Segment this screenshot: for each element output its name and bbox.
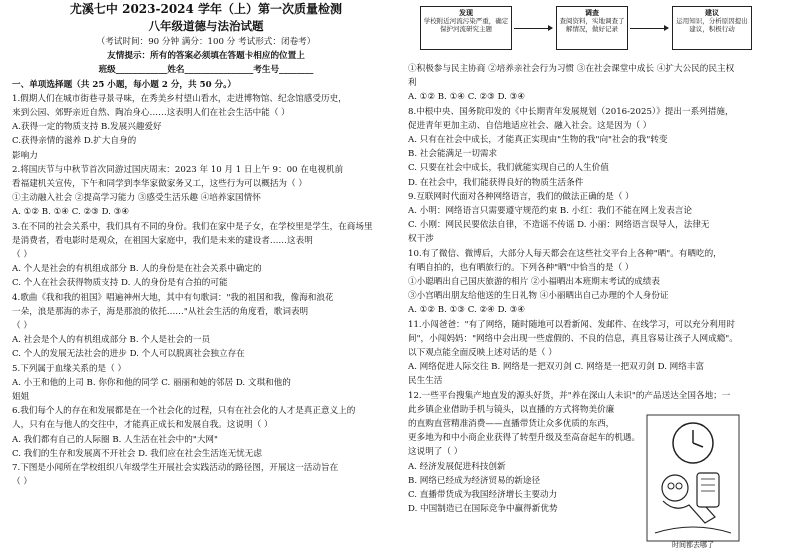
question-line: （ ）	[12, 321, 32, 332]
question-line: 影响力	[12, 150, 38, 161]
question-line: A. ①② B. ①④ C. ②③ D. ③④	[12, 207, 130, 218]
question-line: A. 经济发展促进科技创新	[408, 461, 506, 472]
question-line: 看福建机关宣传，下午和同学到李华家做家务又工，这些行为可以概括为（ ）	[12, 179, 307, 190]
question-line: 4.歌曲《我和我的祖国》唱遍神州大地，其中有句歌词："我的祖国和我，像海和浪花	[12, 292, 334, 303]
question-line: 11.小闯爸爸："有了网络，随时随地可以看新闻、发邮件、在线学习，可以充分利用时	[408, 319, 735, 330]
question-line: 权干涉	[408, 234, 434, 245]
question-line: A. 只有在社会中成长，才能真正实现由"生物的我"向"社会的我"转变	[408, 135, 668, 146]
question-line: 促进青年更加主动、自信地适应社会、融入社会。这是因为（ ）	[408, 120, 652, 131]
question-line: 间"，小闯妈妈："网络中会出现一些虚假的、不良的信息，真且容易让孩子人网成瘾"。	[408, 333, 738, 344]
question-line: 这说明了（ ）	[408, 447, 463, 458]
exam-title: 尤溪七中 2023-2024 学年（上）第一次质量检测	[69, 2, 343, 16]
question-line: 5.下列属于血缘关系的是（ ）	[12, 363, 127, 374]
question-line: A. 网络促进人际交往 B. 网络是一把双刃剑 C. 网络是一把双刃剑 D. 网络丰富	[408, 362, 705, 373]
question-line: A. ①② B. ①③ C. ②④ D. ③④	[408, 305, 526, 316]
question-line: （ ）	[12, 250, 32, 261]
question-line: C. 只要在社会中成长，我们就能实现自己的人生价值	[408, 163, 609, 174]
question-line: A. ①② B. ①④ C. ②③ D. ③④	[408, 92, 526, 103]
question-line: ①积极参与民主协商 ②培养亲社会行为习惯 ③在社会课堂中成长 ④扩大公民的民主权	[408, 64, 735, 74]
question-line: ①小聪晒出自己国庆旅游的相片 ②小福晒出本班期末考试的成绩表	[408, 277, 660, 288]
question-line: C. 我们的生存和发展离不开社会 D. 我们应在社会生活连无忧无虑	[12, 448, 262, 459]
flow-arrow-icon	[514, 28, 552, 29]
question-line: 2.将国庆节与中秋节首次同游过国庆周末：2023 年 10 月 1 日上午 9：00 在电视机前	[12, 164, 344, 175]
question-line: D. 在社会中，我们能获得良好的物质生活条件	[408, 177, 584, 188]
practice-flowchart	[408, 4, 786, 62]
question-line: 人，只有在与他人的交往中，才能真正成长和发展自我。这说明（ ）	[12, 420, 273, 431]
exam-subtitle: 八年级道德与法治试题	[148, 19, 264, 33]
exam-tip: 友情提示：所有的答案必须填在答题卡相应的位置上	[107, 51, 305, 62]
question-line: B. 网络已经成为经济贸易的新途径	[408, 475, 541, 486]
left-question-lines	[12, 92, 400, 490]
question-line: C.获得亲情的滋养 D.扩大自身的	[12, 136, 137, 147]
question-line: ③小宫晒出朋友给他送的生日礼物 ④小丽晒出自己办理的个人身份证	[408, 291, 669, 302]
left-column	[12, 0, 400, 490]
flow-arrow-icon	[630, 28, 668, 29]
flow-box-head: 调查	[585, 8, 599, 17]
question-line: C. 直播带货成为我国经济增长主要动力	[408, 490, 558, 501]
question-line: 是消费者，看电影时是观众，在祖国大家庭中，我们是未来的建设者……这表明	[12, 235, 313, 246]
question-line: 来到公园、郊野亲近自然、陶冶身心……这表明人们在社会生活中能（ ）	[12, 108, 290, 119]
flow-box-body: 运用知识，分析原因提出建议，积极行动	[676, 17, 748, 33]
question-line: 9.互联网时代面对各种网络语言，我们的做法正确的是（ ）	[408, 191, 634, 202]
question-line: B. 社会能满足一切需求	[408, 149, 498, 160]
question-line: A. 小明：网络语言只需要遵守规范约束 B. 小红：我们不能在网上发表言论	[408, 206, 692, 217]
question-line: A.获得一定的物质支持 B.发展兴趣爱好	[12, 122, 162, 133]
exam-info: （考试时间：90 分钟 满分：100 分 考试形式：闭卷考）	[96, 37, 316, 47]
flow-box-body: 学校附近河流污染严重，确定保护河流研究主题	[423, 17, 509, 33]
question-line: 8.中根中央、国务院印发的《中长期青年发展规划（2016-2025）》提出一系列措施，	[408, 106, 734, 117]
question-line: A. 我们都有自己的人际圈 B. 人生活在社会中的"大网"	[12, 434, 218, 445]
question-line: 6.我们每个人的存在和发展都是在一个社会化的过程，只有在社会化的人才是真正意义上的	[12, 406, 356, 417]
question-line: 7.下图是小闻所在学校组织八年级学生开展社会实践活动的路径图，开展这一活动旨在	[12, 463, 339, 474]
question-line: 12.一些平台搜集产地直发的源头好货，并"养在深山人未识"的产品送达全国各地；一	[408, 390, 731, 401]
flow-box-investigate	[556, 6, 628, 50]
question-line: （ ）	[12, 477, 32, 488]
flow-box-body: 查阅资料，实地调查了解情况，做好记录	[559, 17, 625, 33]
question-line: C. 个人在社会获得物质支持 D. 人的身份是有合拍的可能	[12, 278, 228, 289]
question-line: 3.在不同的社会关系中，我们具有不同的身份。我们在家中是子女，在学校里是学生，在商场里	[12, 221, 373, 232]
question-line: 1.假期人们在城市街巷寻景寻味，在秀美乡村望山看水，走进博物馆、纪念馆感受历史，	[12, 93, 347, 104]
student-fields: 班级____________姓名________________考生号________	[98, 65, 314, 76]
cartoon-caption: 时间都去哪了	[672, 541, 714, 549]
question-line: ①主动融入社会 ②提高学习能力 ③感受生活乐趣 ④培养家国情怀	[12, 193, 261, 204]
question-line: D. 中国制造已在国际竞争中赢得新优势	[408, 504, 558, 515]
flow-box-discover	[420, 6, 512, 50]
flow-box-head: 建议	[705, 8, 719, 17]
question-line: 10.有了微信、微博后，大部分人每天都会在这些社交平台上各种"晒"。有晒吃的，	[408, 248, 722, 259]
question-line: C. 个人的发展无法社会的进步 D. 个人可以脱离社会独立存在	[12, 349, 245, 360]
section-heading: 一、单项选择题（共 25 小题，每小题 2 分，共 50 分。）	[12, 79, 237, 90]
question-line: 姐姐	[12, 392, 30, 403]
question-line: 有晒自拍的，也有晒旅行的。下列各种"晒"中恰当的是（ ）	[408, 262, 634, 273]
question-line: 此乡镇企业借助手机与镜头，以直播的方式将物美价廉	[408, 404, 615, 415]
question-line: 以下观点能全面反映上述对话的是（ ）	[408, 348, 557, 359]
question-line: 一朵，浪是那海的赤子，海是那浪的依托……"从社会生活的角度看，歌词表明	[12, 306, 309, 317]
question-line: C. 小刚：网民民要依法自律，不造谣不传谣 D. 小丽：网络语言误导人，法律无	[408, 220, 710, 231]
question-line: A. 个人是社会的有机组成部分 B. 人的身份是在社会关系中确定的	[12, 264, 262, 275]
flow-box-head: 发现	[459, 8, 473, 17]
question-line: 民生生活	[408, 376, 443, 387]
cartoon-phone-boy-image	[645, 408, 741, 548]
question-line: 更多地为和中小商企业获得了转型升级及至高奋起车的机遇。	[408, 433, 640, 444]
question-line: 的直购直营精准消费——直播带货让众多优质的东西，	[408, 419, 615, 430]
question-line: 利	[408, 78, 417, 89]
flow-box-suggest	[672, 6, 752, 50]
question-line: A. 社会是个人的有机组成部分 B. 个人是社会的一员	[12, 335, 211, 346]
question-line: A. 小王和他的上司 B. 你你和他的同学 C. 丽丽和她的邻居 D. 文琪和他的	[12, 377, 291, 388]
